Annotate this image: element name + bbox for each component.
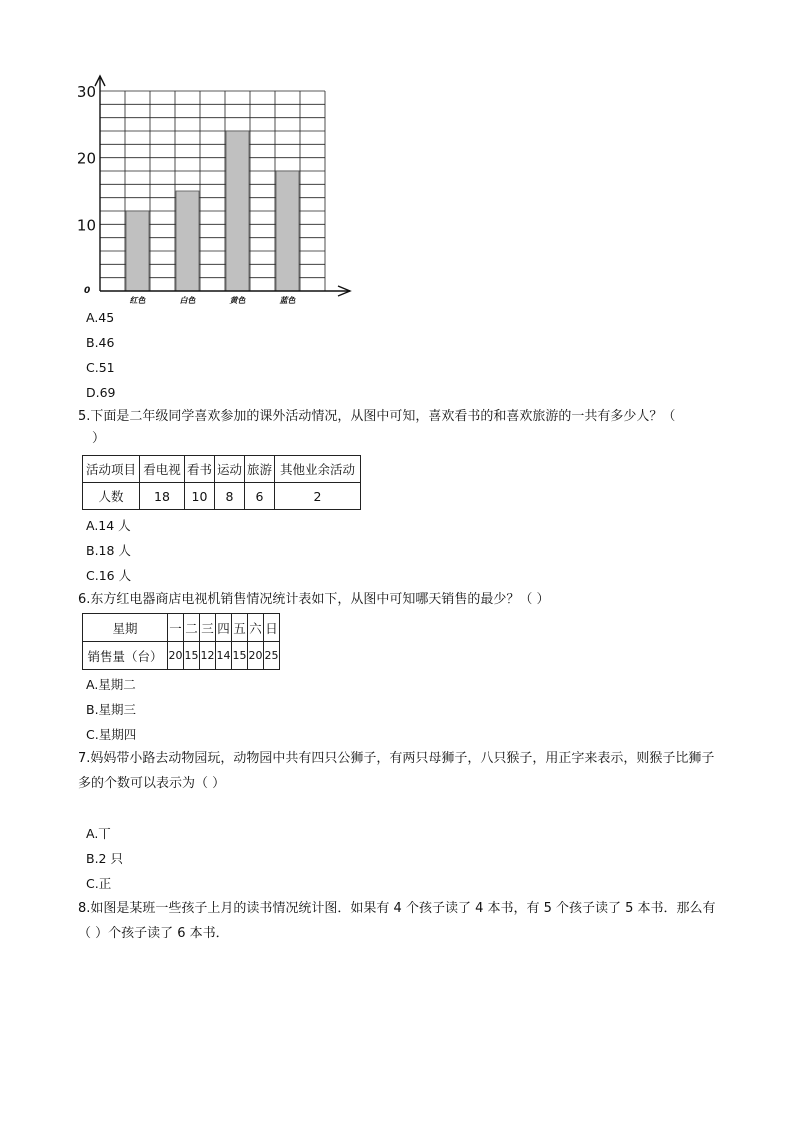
q5-header-cell: 活动项目 [83, 456, 140, 483]
x-tick-label: 蓝色 [279, 296, 296, 305]
q6-table [82, 613, 280, 670]
q6-header-cell: 五 [232, 614, 248, 642]
q6-header-cell: 星期 [83, 614, 168, 642]
q5-cell: 10 [185, 483, 215, 510]
q7-option-c[interactable]: C.正 [86, 876, 112, 891]
q5-header-cell: 看电视 [140, 456, 185, 483]
q6-header-cell: 二 [184, 614, 200, 642]
q4-option-d[interactable]: D.69 [86, 385, 116, 400]
q6-question: 6.东方红电器商店电视机销售情况统计表如下，从图中可知哪天销售的最少？（ ） [78, 592, 550, 607]
bar [276, 171, 299, 291]
y-tick-label: 30 [76, 83, 96, 101]
q6-option-c[interactable]: C.星期四 [86, 727, 137, 742]
q5-header-cell: 运动 [215, 456, 245, 483]
q4-option-c[interactable]: C.51 [86, 360, 115, 375]
q6-cell: 12 [200, 642, 216, 670]
q6-header-cell: 四 [216, 614, 232, 642]
q6-cell: 20 [168, 642, 184, 670]
y-tick-label: 0 [84, 286, 91, 296]
y-tick-label: 10 [76, 216, 96, 235]
q6-header-cell: 日 [264, 614, 280, 642]
x-tick-label: 红色 [129, 296, 146, 305]
q6-header-cell: 三 [200, 614, 216, 642]
bar-chart [70, 72, 360, 312]
q5-cell: 6 [245, 483, 275, 510]
q7-option-a[interactable]: A.丅 [86, 826, 111, 841]
q5-header-cell: 看书 [185, 456, 215, 483]
q6-option-b[interactable]: B.星期三 [86, 702, 137, 717]
q5-table [82, 455, 361, 510]
q5-cell: 人数 [83, 483, 140, 510]
bar [126, 211, 149, 291]
q6-cell: 15 [184, 642, 200, 670]
bar [226, 131, 249, 291]
q7-question: 7.妈妈带小路去动物园玩，动物园中共有四只公狮子，有两只母狮子，八只猴子，用正字来表示，则猴子比狮子多的个数可以表示为（ ） [78, 751, 715, 791]
x-tick-label: 黄色 [229, 296, 246, 305]
q4-option-b[interactable]: B.46 [86, 335, 115, 350]
q6-cell: 15 [232, 642, 248, 670]
q6-option-a[interactable]: A.星期二 [86, 677, 136, 692]
q5-header-cell: 其他业余活动 [275, 456, 361, 483]
q5-question [78, 406, 718, 450]
q8-question: 8.如图是某班一些孩子上月的读书情况统计图．如果有 4 个孩子读了 4 本书，有 5 个孩子读了 5 本书．那么有（ ）个孩子读了 6 本书． [78, 901, 716, 941]
q6-cell: 25 [264, 642, 280, 670]
q5-option-c[interactable]: C.16 人 [86, 568, 132, 583]
q4-option-a[interactable]: A.45 [86, 310, 115, 325]
q5-text-close: ） [92, 431, 106, 446]
x-tick-label: 白色 [179, 296, 196, 305]
q5-cell: 8 [215, 483, 245, 510]
q7-option-b[interactable]: B.2 只 [86, 851, 123, 866]
q5-cell: 18 [140, 483, 185, 510]
q5-option-a[interactable]: A.14 人 [86, 518, 131, 533]
q5-header-cell: 旅游 [245, 456, 275, 483]
q5-cell: 2 [275, 483, 361, 510]
q6-cell: 销售量（台） [83, 642, 168, 670]
y-tick-label: 20 [76, 149, 96, 168]
q6-cell: 20 [248, 642, 264, 670]
q6-cell: 14 [216, 642, 232, 670]
q6-header-cell: 一 [168, 614, 184, 642]
q6-header-cell: 六 [248, 614, 264, 642]
q5-text: 5.下面是二年级同学喜欢参加的课外活动情况，从图中可知，喜欢看书的和喜欢旅游的一共有多少人？（ [78, 409, 676, 424]
q5-option-b[interactable]: B.18 人 [86, 543, 131, 558]
bar [176, 191, 199, 291]
